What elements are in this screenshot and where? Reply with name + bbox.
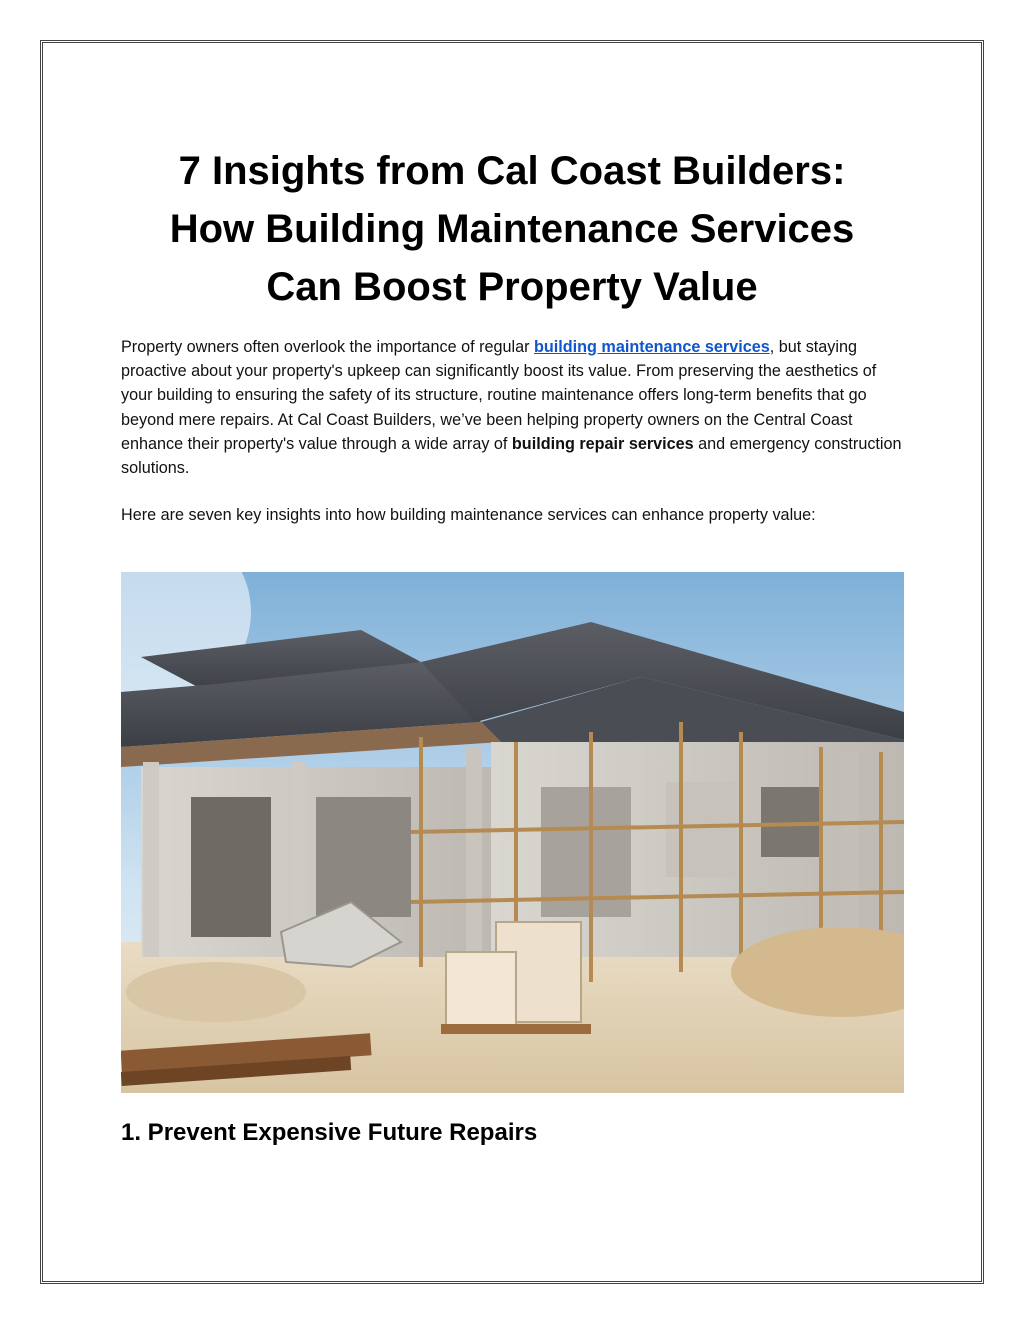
title-line-1: 7 Insights from Cal Coast Builders: [178,149,846,193]
intro-paragraph [121,335,911,480]
intro-text-end: and emergency construction solutions. [121,434,902,478]
intro-text-middle: , but staying proactive about your property's upkeep can significantly boost its value. From preserving the aesthetics of your building to ensuring the safety of its structure, routine maintenance offers long-term benefits that go beyond mere repairs. At Cal Coast Builders, we’ve been helping property owners on the Central Coast enhance their property's value through a wide array of [121,338,877,453]
title-line-3: Can Boost Property Value [266,265,758,309]
building-maintenance-services-link[interactable]: building maintenance services [534,338,770,356]
document-title [100,142,924,316]
intro-text-start: Property owners often overlook the importance of regular [121,338,534,356]
building-repair-services-bold: building repair services [511,434,694,453]
lead-paragraph: Here are seven key insights into how building maintenance services can enhance property value: [121,506,816,524]
title-line-2: How Building Maintenance Services [169,207,855,251]
house-under-construction-photo [121,572,904,1093]
section-heading: 1. Prevent Expensive Future Repairs [121,1119,538,1146]
